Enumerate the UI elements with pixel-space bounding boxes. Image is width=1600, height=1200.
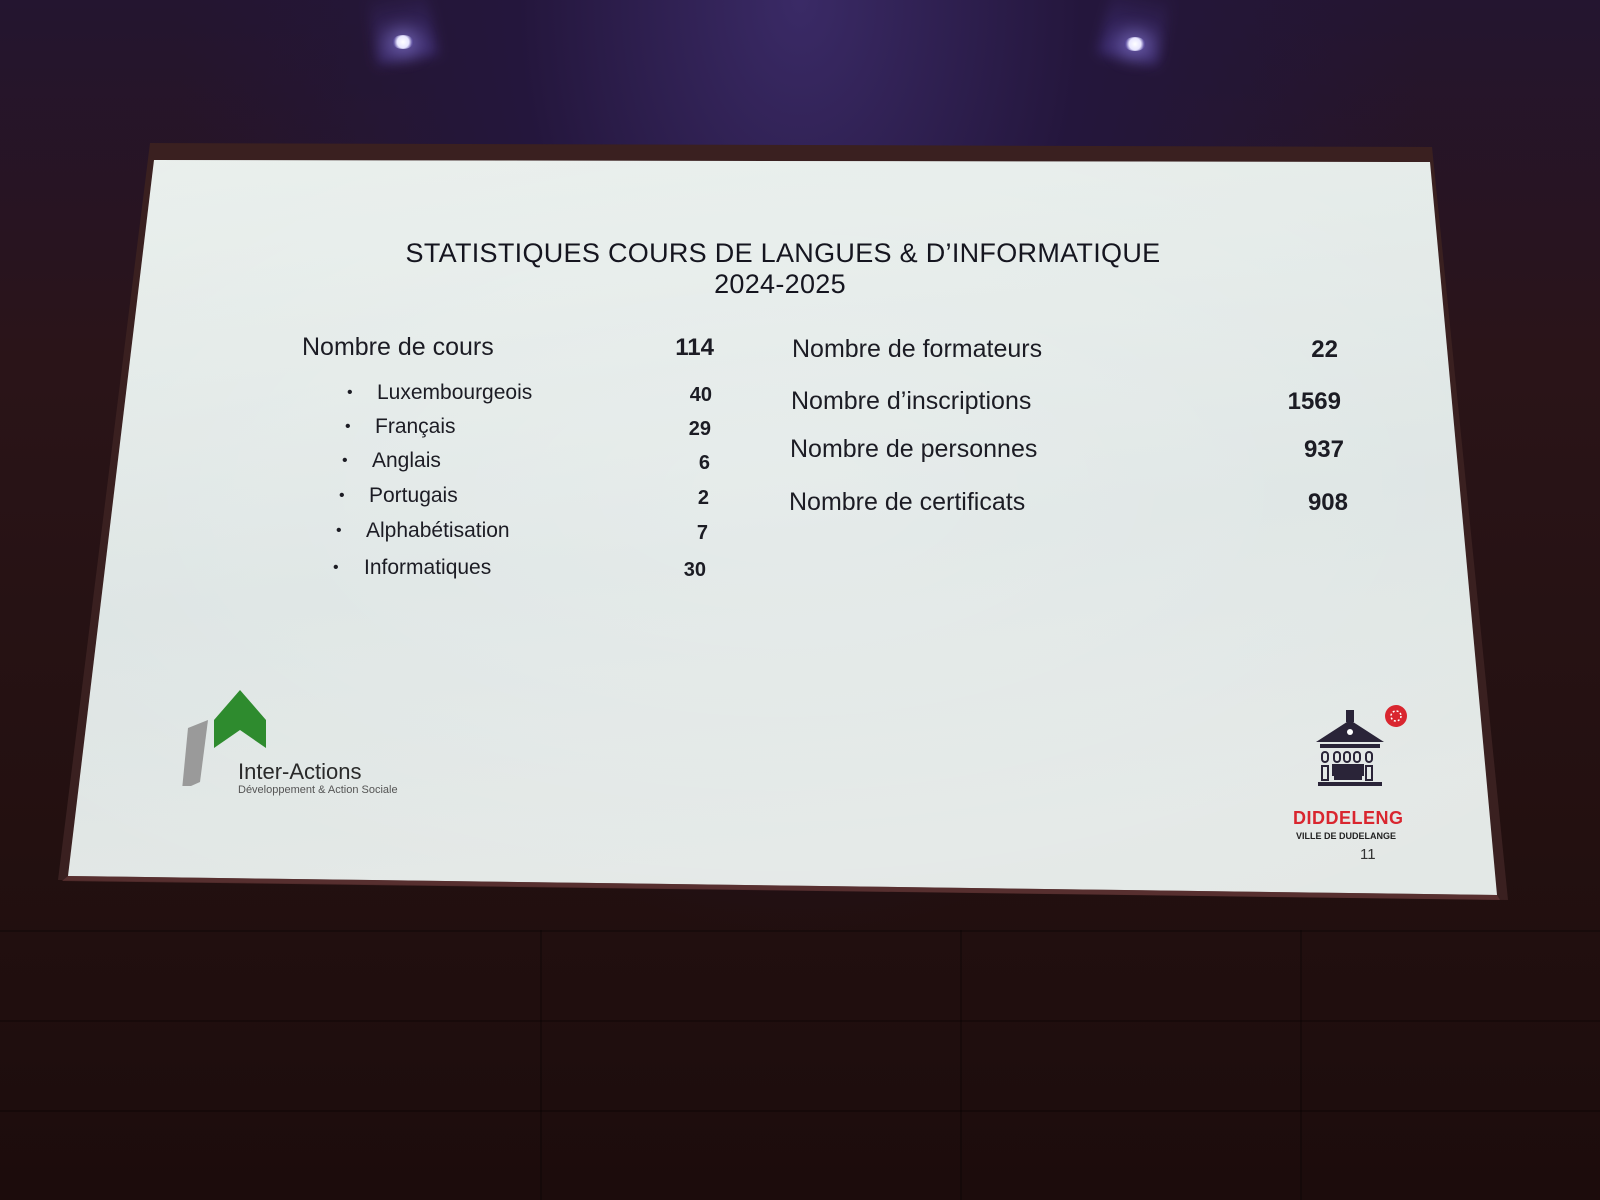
list-bullet: • <box>345 418 351 435</box>
stat-label-certificats: Nombre de certificats <box>789 488 1026 516</box>
stat-value-inscriptions: 1569 <box>1287 388 1341 415</box>
stat-value-certificats: 908 <box>1307 489 1348 516</box>
course-item-value: 29 <box>688 418 711 440</box>
slide-title-line1: STATISTIQUES COURS DE LANGUES & D’INFORMATIQUE <box>405 238 1161 268</box>
course-item-label: Anglais <box>372 449 441 472</box>
slide-title-line2: 2024-2025 <box>714 269 846 299</box>
list-bullet: • <box>342 452 348 469</box>
stat-label-personnes: Nombre de personnes <box>790 435 1038 463</box>
list-bullet: • <box>347 384 353 401</box>
list-bullet: • <box>333 559 339 576</box>
grey-chevron <box>182 720 208 786</box>
course-item-value: 40 <box>689 384 712 406</box>
diddeleng-name: DIDDELENG <box>1293 808 1404 828</box>
course-item-value: 7 <box>696 522 708 544</box>
course-item-label: Portugais <box>369 484 458 507</box>
stat-label-formateurs: Nombre de formateurs <box>792 335 1043 363</box>
course-item-label: Français <box>375 415 456 438</box>
stat-value-formateurs: 22 <box>1311 336 1338 363</box>
green-arrow <box>214 690 266 748</box>
courses-total-label: Nombre de cours <box>302 333 494 361</box>
course-item-value: 6 <box>698 452 710 474</box>
inter-actions-tagline: Développement & Action Sociale <box>238 784 398 796</box>
stat-value-personnes: 937 <box>1303 436 1344 463</box>
slide-page-number: 11 <box>1360 846 1376 863</box>
diddeleng-subtitle: VILLE DE DUDELANGE <box>1296 831 1397 841</box>
town-hall-icon <box>1310 704 1420 808</box>
course-item-value: 2 <box>697 487 709 509</box>
inter-actions-name: Inter-Actions <box>238 759 362 784</box>
course-item-value: 30 <box>683 559 706 581</box>
course-item-label: Luxembourgeois <box>377 381 533 404</box>
course-item-label: Alphabétisation <box>366 519 510 542</box>
course-item-label: Informatiques <box>364 556 492 579</box>
stat-label-inscriptions: Nombre d’inscriptions <box>791 387 1032 415</box>
list-bullet: • <box>339 487 345 504</box>
list-bullet: • <box>336 522 342 539</box>
courses-total-value: 114 <box>675 334 714 361</box>
